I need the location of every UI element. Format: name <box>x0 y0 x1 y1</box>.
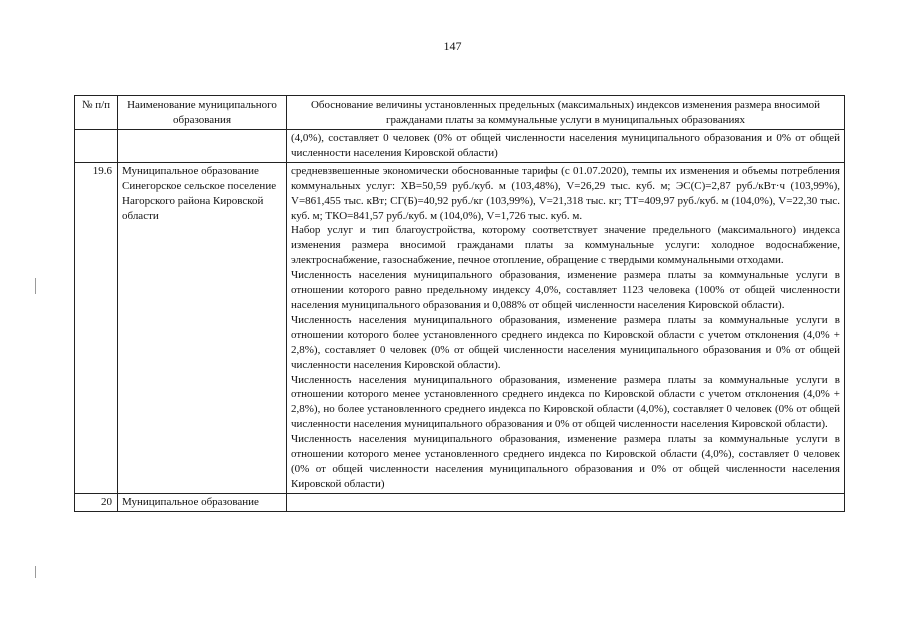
scan-mark-left <box>35 278 36 294</box>
municipality-name-20: Муниципальное образование <box>118 493 287 511</box>
header-justification: Обоснование величины установленных предельных (максимальных) индексов изменения размера вносимой гражданами платы за коммунальные услуги в муниципальных образованиях <box>287 96 845 130</box>
municipality-name-19-6: Муниципальное образование Синегорское сельское поселение Нагорского района Кировской области <box>118 162 287 493</box>
continuation-name-cell <box>118 130 287 163</box>
population-between-indices-paragraph: Численность населения муниципального образования, изменение размера платы за коммунальные услуги в отношении которого менее установленного среднего индекса по Кировской области с учетом отклонения (4,0% + 2,8%), но более установленного среднего индекса по Кировской области (4,0%), составляет 0 человек (0% от общей численности населения муниципального образования и 0% от общей численности населения Кировской области). <box>291 373 840 431</box>
continuation-text: (4,0%), составляет 0 человек (0% от общей численности населения муниципального образования и 0% от общей численности населения Кировской области) <box>291 132 840 159</box>
row-number-20: 20 <box>75 493 118 511</box>
services-set-paragraph: Набор услуг и тип благоустройства, которому соответствует значение предельного (максимального) индекса изменения размера вносимой гражданами платы за коммунальные услуги: холодное водоснабжение, электроснабжение, газоснабжение, печное отопление, обращение с твердыми коммунальными отходами. <box>291 224 840 267</box>
justification-cell-20 <box>287 493 845 511</box>
continuation-text-cell <box>287 130 845 163</box>
page-number: 147 <box>443 39 462 53</box>
justification-cell-19-6 <box>287 162 845 493</box>
table-row-20 <box>75 493 845 511</box>
header-name: Наименование муниципального образования <box>118 96 287 130</box>
population-below-average-paragraph: Численность населения муниципального образования, изменение размера платы за коммунальные услуги в отношении которого менее установленного среднего индекса по Кировской области (4,0%), составляет 0 человек (0% от общей численности населения муниципального образования и 0% от общей численности населения Кировской области) <box>291 433 840 490</box>
population-above-deviation-paragraph: Численность населения муниципального образования, изменение размера платы за коммунальные услуги в отношении которого более установленного среднего индекса по Кировской области с учетом отклонения (4,0% + 2,8%), составляет 0 человек (0% от общей численности населения муниципального образования и 0% от общей численности населения Кировской области). <box>291 313 840 371</box>
tariffs-paragraph: средневзвешенные экономически обоснованные тарифы (с 01.07.2020), темпы их изменения и объемы потребления коммунальных услуг: ХВ=50,59 руб./куб. м (103,48%), V=26,29 тыс. куб. м; ЭС(С)=2,87 руб./кВт·ч (103,99%), V=861,455 тыс. кВт; СГ(Б)=40,92 руб./кг (103,99%), V=21,318 тыс. кг; ТТ=409,97 руб./куб. м (104,0%), V=22,30 тыс. куб. м; ТКО=841,57 руб./куб. м (104,0%), V=1,726 тыс. куб. м. <box>291 164 840 222</box>
header-num: № п/п <box>75 96 118 130</box>
table-row-19-6 <box>75 162 845 493</box>
scan-mark-left-lower <box>35 566 36 578</box>
continuation-num-cell <box>75 130 118 163</box>
table-row-continuation <box>75 130 845 163</box>
tariff-justification-table <box>74 95 845 512</box>
population-equal-index-paragraph: Численность населения муниципального образования, изменение размера платы за коммунальные услуги в отношении которого равно предельному индексу 4,0%, составляет 1123 человека (100% от общей численности населения муниципального образования и 0,088% от общей численности населения Кировской области). <box>291 269 840 311</box>
table-header-row <box>75 96 845 130</box>
row-number-19-6: 19.6 <box>75 162 118 493</box>
